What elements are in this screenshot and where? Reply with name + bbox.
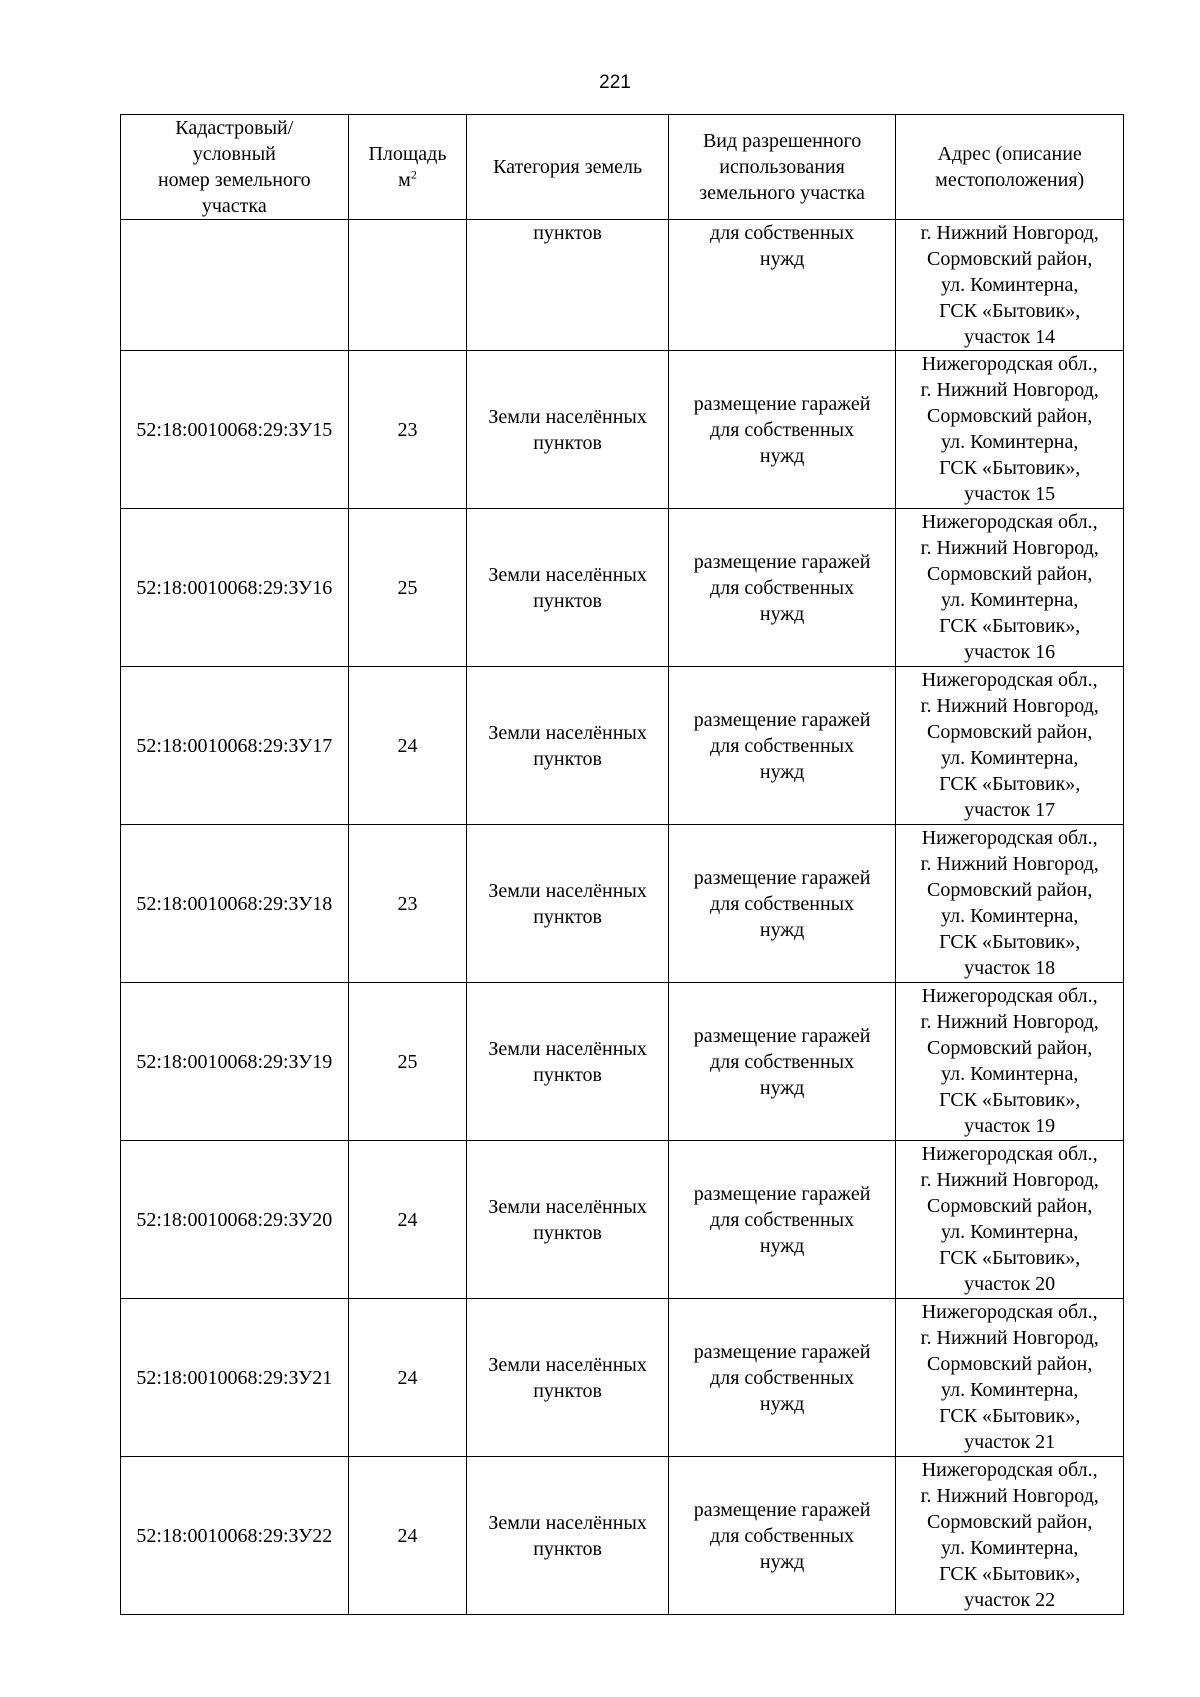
cell-address [896,983,1124,1141]
cell-line: Нижегородская обл., [921,1301,1098,1323]
cell-line: участок 15 [964,483,1056,505]
cell-cadastral-number: 52:18:0010068:29:ЗУ15 [121,351,349,509]
cell-line: размещение гаражей [693,392,871,415]
cell-line: участок 18 [964,957,1056,979]
cell-address [896,509,1124,667]
cell-cadastral-number: 52:18:0010068:29:ЗУ16 [121,509,349,667]
cell-line: ГСК «Бытовик», [939,300,1081,322]
cell-line: для собственных [710,1208,855,1231]
table-row [121,1457,1124,1615]
cell-line: ГСК «Бытовик», [939,773,1081,795]
cell-line: участок 20 [964,1273,1056,1295]
cell-line: участок 21 [964,1431,1056,1453]
cell-land-category [467,351,668,509]
cell-land-category [467,1299,668,1457]
cell-line: нужд [759,1234,805,1257]
cell-area: 23 [348,351,467,509]
cell-line: Нижегородская обл., [921,669,1098,691]
cell-permitted-use [668,1457,896,1615]
cell-cadastral-number: 52:18:0010068:29:ЗУ22 [121,1457,349,1615]
cell-line: ул. Коминтерна, [941,1063,1079,1085]
cell-line: ул. Коминтерна, [941,1221,1079,1243]
cell-line: ГСК «Бытовик», [939,1247,1081,1269]
cell-line: Сормовский район, [927,721,1093,743]
cell-line: для собственных [710,1524,855,1547]
cell-area: 25 [348,983,467,1141]
cell-address [896,1457,1124,1615]
cell-line: Сормовский район, [927,405,1093,427]
table-header-row [121,115,1124,220]
cell-line: нужд [759,1392,805,1415]
header-line: использования [719,156,845,178]
header-permitted-use [668,115,896,220]
cell-line: Земли населённых [488,1037,647,1060]
land-plot-table [120,114,1124,1615]
cell-line: ул. Коминтерна, [941,274,1079,296]
cell-line: пунктов [533,589,602,612]
cell-line: г. Нижний Новгород, [920,537,1099,559]
cell-address [896,825,1124,983]
cell-line: ГСК «Бытовик», [939,457,1081,479]
cell-line: Сормовский район, [927,1353,1093,1375]
cell-line: г. Нижний Новгород, [920,695,1099,717]
cell-line: размещение гаражей [693,1340,871,1363]
cell-line: для собственных [710,418,855,441]
table-row [121,983,1124,1141]
cell-permitted-use [668,1299,896,1457]
cell-permitted-use [668,825,896,983]
cell-line: Нижегородская обл., [921,985,1098,1007]
cell-line: размещение гаражей [693,550,871,573]
cell-land-category [467,825,668,983]
cell-line: ул. Коминтерна, [941,431,1079,453]
cell-line: нужд [759,760,805,783]
cell-cadastral-number: 52:18:0010068:29:ЗУ17 [121,667,349,825]
table-row [121,509,1124,667]
cell-line: для собственных [710,222,855,244]
cell-line: участок 16 [964,641,1056,663]
cell-line: г. Нижний Новгород, [920,1327,1099,1349]
cell-line: г. Нижний Новгород, [920,853,1099,875]
cell-line: нужд [759,602,805,625]
header-area [348,115,467,220]
cell-line: Сормовский район, [927,1195,1093,1217]
cell-line: пунктов [533,1221,602,1244]
header-line: участка [201,195,267,217]
cell-line: нужд [759,1076,805,1099]
cell-line: пунктов [533,1379,602,1402]
cell-line: пунктов [533,1537,602,1560]
header-address [896,115,1124,220]
cell-line: Земли населённых [488,1195,647,1218]
cell-line: для собственных [710,1366,855,1389]
table-row-continuation [121,220,1124,351]
header-area-unit: $м^2$ [398,167,417,191]
cell-line: для собственных [710,576,855,599]
cell-line: пунктов [533,431,602,454]
header-line: Адрес (описание [937,143,1082,165]
cell-line: ул. Коминтерна, [941,747,1079,769]
cell-line: г. Нижний Новгород, [920,1485,1099,1507]
table-row [121,1299,1124,1457]
cell-permitted-use [668,667,896,825]
cell-line: Нижегородская обл., [921,511,1098,533]
cell-line: размещение гаражей [693,1498,871,1521]
cell-line: ул. Коминтерна, [941,1379,1079,1401]
cell-line: нужд [759,1550,805,1573]
cell-address [896,667,1124,825]
cell-line: ГСК «Бытовик», [939,1563,1081,1585]
header-line: Кадастровый/ [175,117,294,139]
cell-line: Нижегородская обл., [921,353,1098,375]
cell-line: для собственных [710,734,855,757]
cell-address [896,351,1124,509]
cell-line: размещение гаражей [693,1182,871,1205]
header-cadastral-number [121,115,349,220]
cell-line: пунктов [533,747,602,770]
cell-line: размещение гаражей [693,708,871,731]
cell-line: нужд [759,918,805,941]
cell-line: участок 17 [964,799,1056,821]
cell-area: 24 [348,1299,467,1457]
cell-line: Нижегородская обл., [921,827,1098,849]
cell-line: пунктов [533,905,602,928]
cell-line: для собственных [710,1050,855,1073]
cell-line: Нижегородская обл., [921,1143,1098,1165]
cell-line: г. Нижний Новгород, [920,222,1099,244]
cell-line: ул. Коминтерна, [941,1537,1079,1559]
cell-land-category [467,667,668,825]
cell-line: Сормовский район, [927,1511,1093,1533]
header-line: условный [192,143,276,165]
cell-line: размещение гаражей [693,866,871,889]
cell-address [896,220,1124,351]
cell-cadastral-number: 52:18:0010068:29:ЗУ18 [121,825,349,983]
header-line: Вид разрешенного [702,130,862,152]
table-row [121,825,1124,983]
header-line: Площадь [368,143,447,165]
header-line: номер земельного [157,169,311,191]
cell-permitted-use [668,509,896,667]
header-line: местоположения) [935,169,1085,191]
cell-line: ГСК «Бытовик», [939,931,1081,953]
cell-address [896,1141,1124,1299]
cell-line: г. Нижний Новгород, [920,379,1099,401]
cell-line: размещение гаражей [693,1024,871,1047]
cell-permitted-use [668,220,896,351]
table-row [121,1141,1124,1299]
cell-line: Земли населённых [488,879,647,902]
header-land-category: Категория земель [467,115,668,220]
cell-line: нужд [759,248,805,270]
cell-line: ГСК «Бытовик», [939,1405,1081,1427]
cell-area [348,220,467,351]
header-line: земельного участка [699,182,865,204]
cell-area: 24 [348,1141,467,1299]
cell-cadastral-number [121,220,349,351]
table-row [121,351,1124,509]
cell-area: 24 [348,1457,467,1615]
cell-line: нужд [759,444,805,467]
cell-line: для собственных [710,892,855,915]
cell-line: Земли населённых [488,1353,647,1376]
cell-cadastral-number: 52:18:0010068:29:ЗУ19 [121,983,349,1141]
page-number: 221 [599,72,631,93]
cell-permitted-use [668,1141,896,1299]
cell-permitted-use [668,983,896,1141]
cell-line: ГСК «Бытовик», [939,615,1081,637]
cell-area: 23 [348,825,467,983]
cell-line: Сормовский район, [927,1037,1093,1059]
cell-line: Земли населённых [488,405,647,428]
cell-line: участок 19 [964,1115,1056,1137]
cell-land-category [467,1141,668,1299]
cell-line: ул. Коминтерна, [941,589,1079,611]
cell-line: Нижегородская обл., [921,1459,1098,1481]
cell-area: 24 [348,667,467,825]
cell-land-category [467,509,668,667]
cell-line: Сормовский район, [927,248,1093,270]
cell-line: Земли населённых [488,721,647,744]
cell-line: Земли населённых [488,1511,647,1534]
cell-line: ул. Коминтерна, [941,905,1079,927]
table-row [121,667,1124,825]
cell-line: Сормовский район, [927,563,1093,585]
cell-area: 25 [348,509,467,667]
cell-cadastral-number: 52:18:0010068:29:ЗУ21 [121,1299,349,1457]
cell-permitted-use [668,351,896,509]
cell-line: г. Нижний Новгород, [920,1169,1099,1191]
cell-line: пунктов [533,1063,602,1086]
cell-line: Сормовский район, [927,879,1093,901]
cell-address [896,1299,1124,1457]
cell-line: г. Нижний Новгород, [920,1011,1099,1033]
cell-line: Земли населённых [488,563,647,586]
cell-line: участок 22 [964,1589,1056,1611]
cell-land-category: пунктов [467,220,668,351]
cell-cadastral-number: 52:18:0010068:29:ЗУ20 [121,1141,349,1299]
cell-line: участок 14 [964,326,1056,348]
cell-land-category [467,983,668,1141]
cell-land-category [467,1457,668,1615]
cell-line: ГСК «Бытовик», [939,1089,1081,1111]
